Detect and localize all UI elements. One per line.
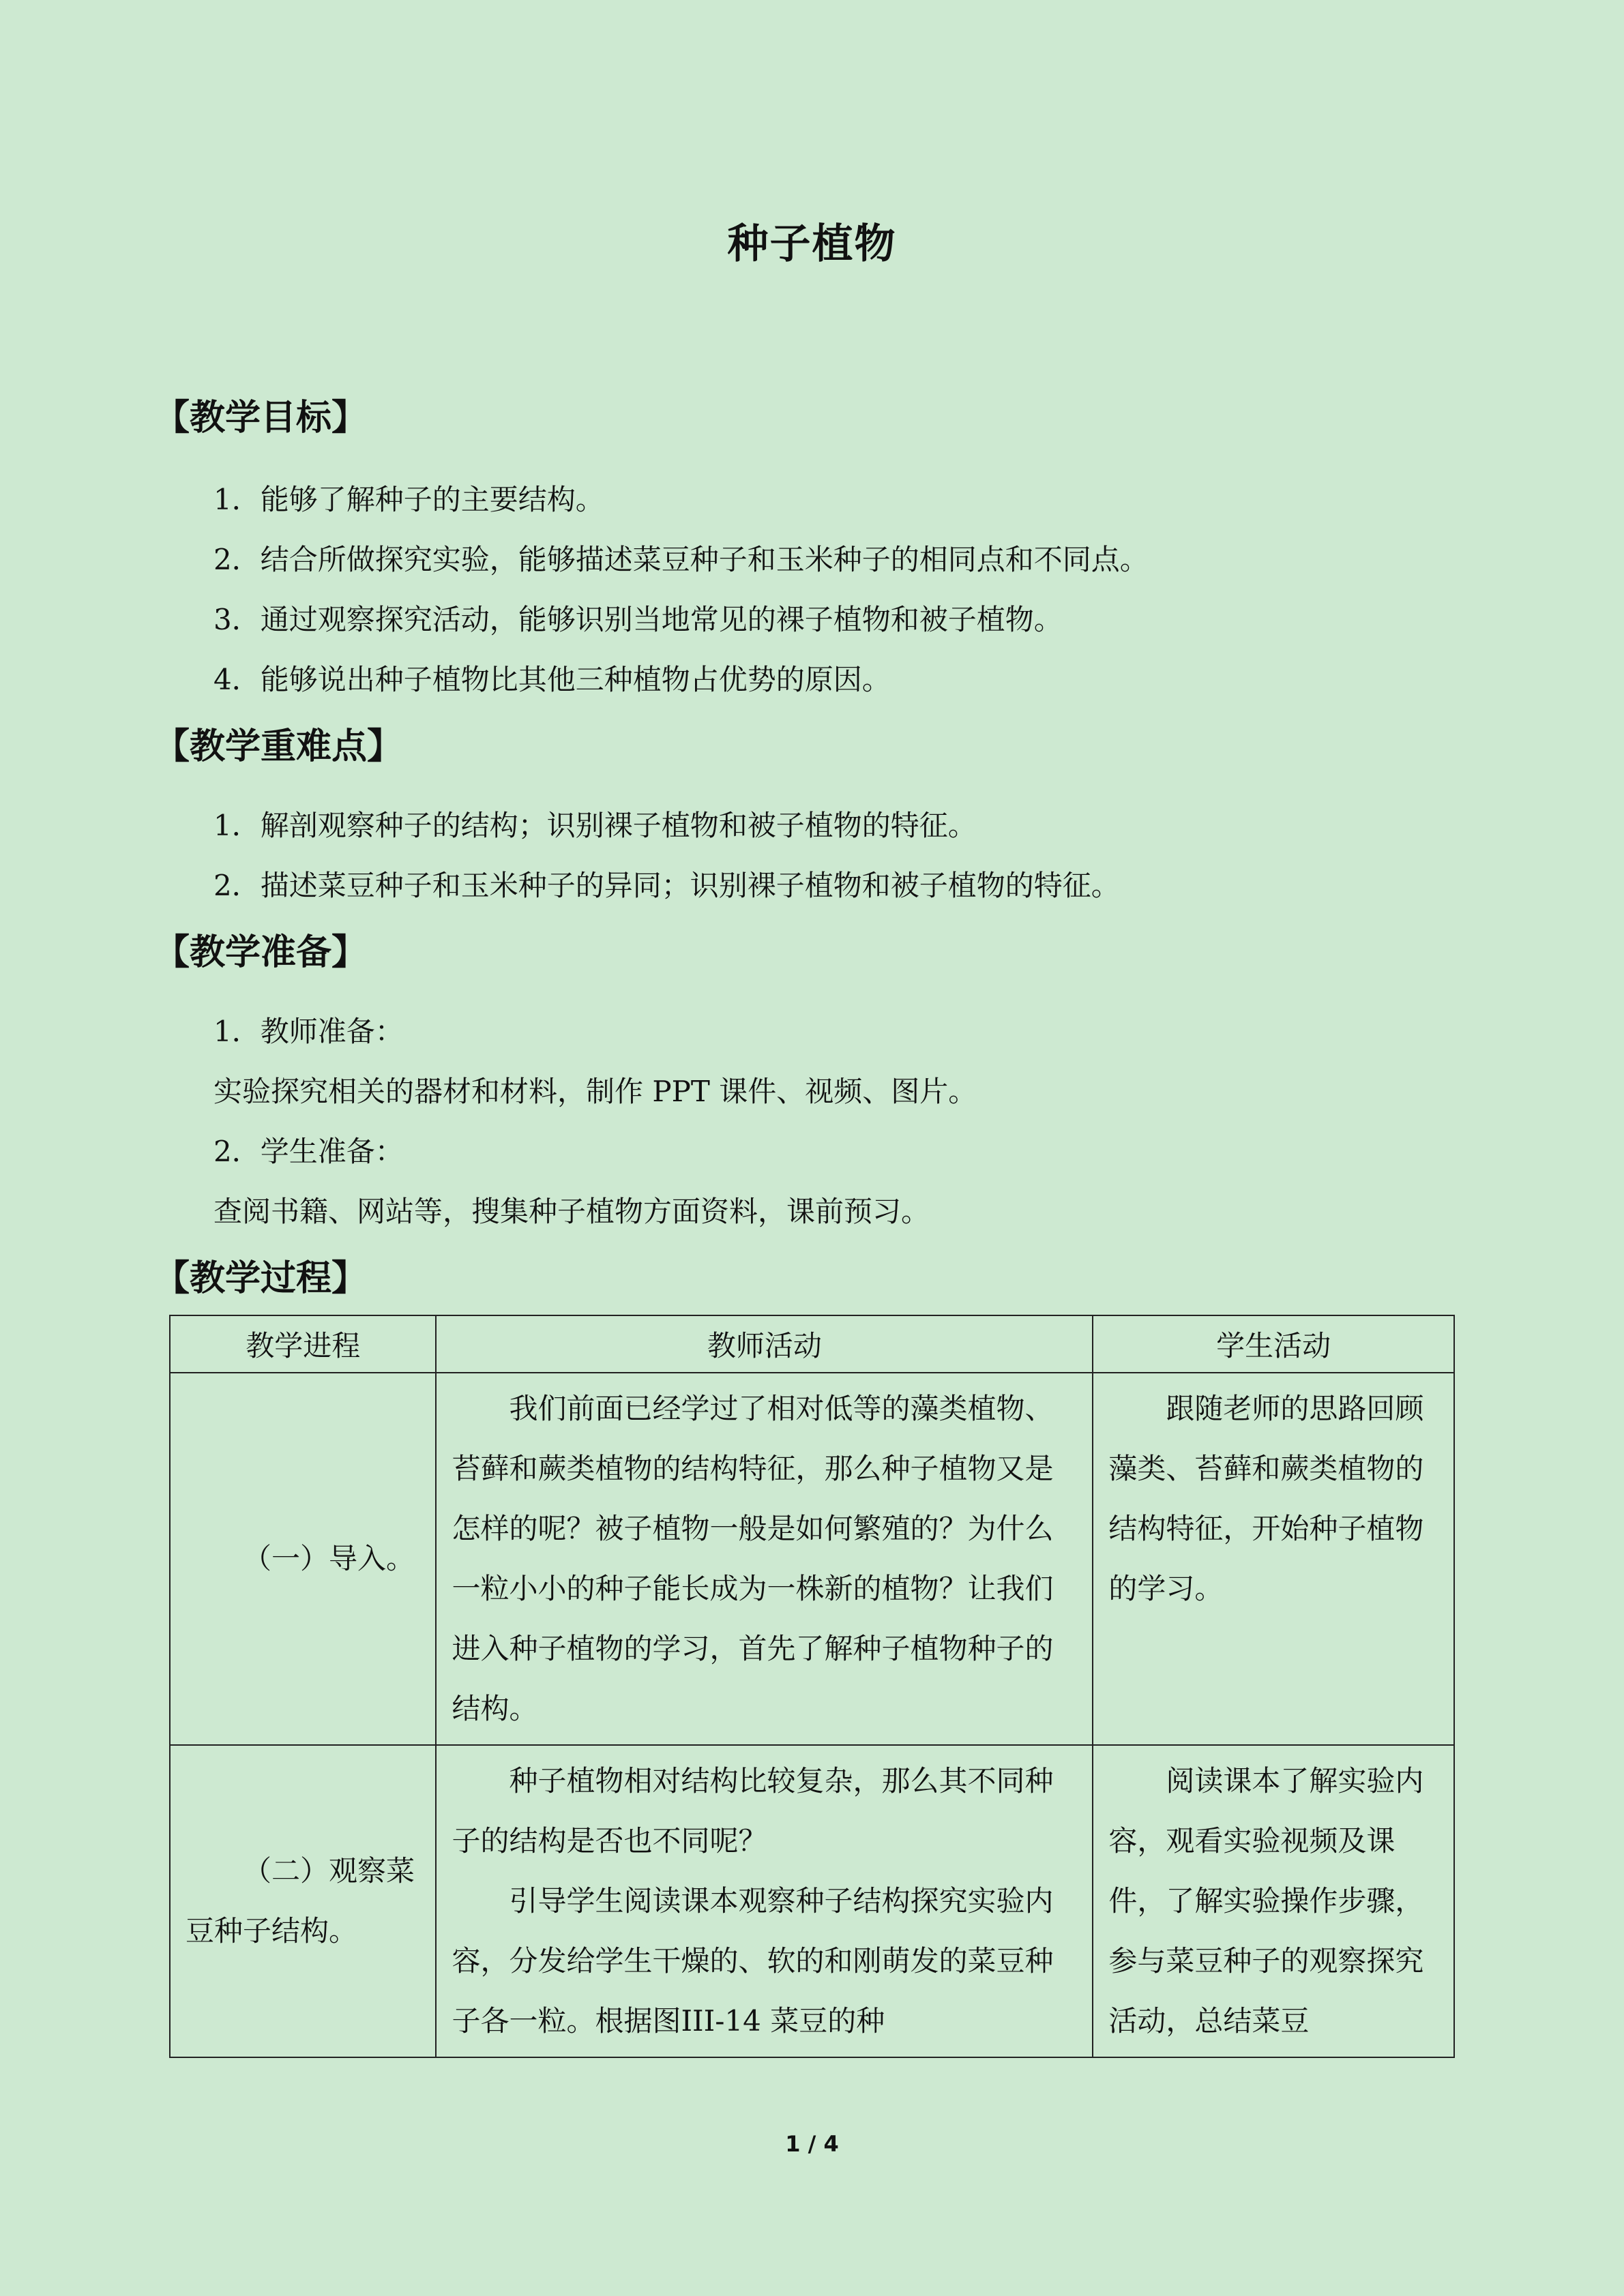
student-activity-text: 跟随老师的思路回顾藻类、苔藓和蕨类植物的结构特征，开始种子植物的学习。 — [1108, 1392, 1424, 1605]
table-header-stage: 教学进程 — [170, 1315, 436, 1373]
page-number: 1 / 4 — [785, 2131, 839, 2157]
table-header-student: 学生活动 — [1093, 1315, 1454, 1373]
objective-item: 2．结合所做探究实验，能够描述菜豆种子和玉米种子的相同点和不同点。 — [213, 543, 1149, 576]
teacher-activity-text: 引导学生阅读课本观察种子结构探究实验内容，分发给学生干燥的、软的和刚萌发的菜豆种子各一粒。根据图III-14 菜豆的种 — [452, 1884, 1054, 2038]
key-point-item: 1．解剖观察种子的结构；识别裸子植物和被子植物的特征。 — [213, 809, 977, 842]
section-heading-key-points: 【教学重难点】 — [154, 726, 403, 767]
stage-text: （一）导入。 — [243, 1542, 415, 1575]
teacher-activity-cell — [436, 1373, 1093, 1745]
section-heading-objectives: 【教学目标】 — [154, 398, 368, 438]
preparation-item: 2．学生准备： — [213, 1135, 404, 1168]
objective-item: 1．能够了解种子的主要结构。 — [213, 483, 604, 516]
table-row — [170, 1373, 1454, 1745]
student-activity-cell — [1093, 1373, 1454, 1745]
stage-text: （二）观察菜豆种子结构。 — [186, 1854, 415, 1948]
teacher-activity-cell — [436, 1745, 1093, 2057]
stage-cell — [170, 1373, 436, 1745]
teacher-activity-text: 我们前面已经学过了相对低等的藻类植物、苔藓和蕨类植物的结构特征，那么种子植物又是怎样的呢？被子植物一般是如何繁殖的？为什么一粒小小的种子能长成为一株新的植物？让我们进入种子植物的学习，首先了解种子植物种子的结构。 — [452, 1392, 1054, 1725]
preparation-item: 1．教师准备： — [213, 1015, 404, 1048]
section-heading-preparation: 【教学准备】 — [154, 932, 368, 973]
student-activity-cell — [1093, 1745, 1454, 2057]
objective-item: 4．能够说出种子植物比其他三种植物占优势的原因。 — [213, 663, 891, 696]
key-point-item: 2．描述菜豆种子和玉米种子的异同；识别裸子植物和被子植物的特征。 — [213, 869, 1120, 902]
stage-cell — [170, 1745, 436, 2057]
student-activity-text: 阅读课本了解实验内容，观看实验视频及课件，了解实验操作步骤，参与菜豆种子的观察探究活动，总结菜豆 — [1108, 1764, 1424, 2038]
page-title: 种子植物 — [727, 220, 897, 268]
preparation-item: 查阅书籍、网站等，搜集种子植物方面资料，课前预习。 — [213, 1195, 930, 1228]
table-row — [170, 1745, 1454, 2057]
teaching-process-table — [169, 1315, 1455, 2058]
section-heading-process: 【教学过程】 — [154, 1258, 368, 1299]
table-header-row — [170, 1315, 1454, 1373]
teacher-activity-text: 种子植物相对结构比较复杂，那么其不同种子的结构是否也不同呢？ — [452, 1764, 1054, 1858]
preparation-item: 实验探究相关的器材和材料，制作 PPT 课件、视频、图片。 — [213, 1075, 977, 1108]
table-header-teacher: 教师活动 — [436, 1315, 1093, 1373]
objective-item: 3．通过观察探究活动，能够识别当地常见的裸子植物和被子植物。 — [213, 603, 1063, 636]
